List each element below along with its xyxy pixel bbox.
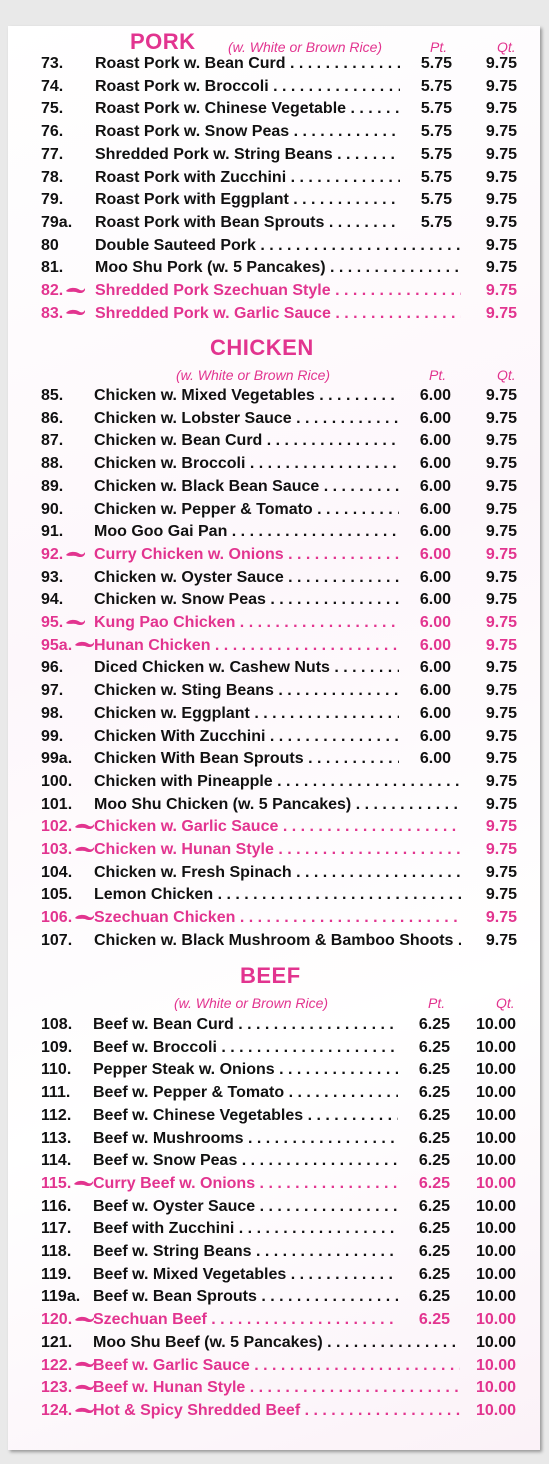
item-number: 98. xyxy=(41,704,64,722)
hot-pepper-icon xyxy=(73,913,95,923)
quart-price: 9.75 xyxy=(485,145,517,163)
menu-item-row[interactable] xyxy=(8,1243,540,1265)
pint-price: 6.00 xyxy=(419,704,451,722)
item-name: Chicken w. Black Mushroom & Bamboo Shoots . . . xyxy=(94,932,461,950)
quart-price: 9.75 xyxy=(485,636,517,654)
item-name: Roast Pork w. Bean Curd . . . xyxy=(95,55,400,73)
menu-item-row[interactable] xyxy=(8,1220,540,1242)
item-name: Beef w. Mushrooms . . . xyxy=(93,1130,398,1148)
menu-item-row[interactable] xyxy=(8,1334,540,1356)
pint-column-label: Pt. xyxy=(428,995,446,1011)
quart-column-label: Qt. xyxy=(497,39,516,55)
pint-price: 6.00 xyxy=(419,545,451,563)
item-number: 101. xyxy=(41,795,73,813)
section-title: CHICKEN xyxy=(210,335,314,360)
pint-price: 6.25 xyxy=(418,1152,450,1170)
quart-price: 9.75 xyxy=(485,455,517,473)
quart-price: 9.75 xyxy=(485,259,517,277)
quart-price: 10.00 xyxy=(475,1288,516,1306)
pint-price: 6.00 xyxy=(419,636,451,654)
quart-price: 9.75 xyxy=(485,123,517,141)
quart-price: 9.75 xyxy=(485,545,517,563)
item-name: Chicken w. Bean Curd . . . xyxy=(94,432,399,450)
item-name: Beef w. Bean Curd . . . xyxy=(93,1016,398,1034)
quart-price: 10.00 xyxy=(475,1379,516,1397)
section-title: PORK xyxy=(130,29,196,54)
item-number: 93. xyxy=(41,568,64,586)
quart-price: 9.75 xyxy=(485,409,517,427)
quart-price: 10.00 xyxy=(475,1152,516,1170)
item-name: Chicken w. Eggplant . . . xyxy=(94,705,399,723)
quart-price: 10.00 xyxy=(475,1243,516,1260)
item-number: 79. xyxy=(41,191,64,209)
pint-price: 6.00 xyxy=(419,682,451,700)
hot-pepper-icon xyxy=(73,1406,95,1416)
pint-column-label: Pt. xyxy=(429,367,447,383)
pint-price: 6.25 xyxy=(418,1061,450,1079)
item-number: 119. xyxy=(41,1265,72,1283)
hot-pepper-icon xyxy=(73,822,95,832)
section-subtitle: (w. White or Brown Rice) xyxy=(176,367,331,383)
pint-price: 6.00 xyxy=(419,614,451,631)
item-name: Chicken w. Hunan Style . . . xyxy=(94,841,461,859)
menu-item-row[interactable] xyxy=(8,773,540,795)
item-number: 86. xyxy=(41,409,64,427)
pint-price: 5.75 xyxy=(420,213,452,231)
menu-item-row[interactable] xyxy=(8,546,540,568)
menu-item-row[interactable] xyxy=(8,214,540,236)
pint-price: 6.00 xyxy=(419,568,451,586)
quart-price: 10.00 xyxy=(475,1197,516,1215)
item-name: Moo Goo Gai Pan . . . xyxy=(94,523,399,541)
menu-item-row[interactable] xyxy=(8,614,540,636)
quart-price: 9.75 xyxy=(485,704,517,722)
menu-item-row[interactable] xyxy=(8,100,540,122)
item-number: 122. xyxy=(41,1357,95,1375)
pint-price: 6.25 xyxy=(418,1038,450,1056)
pint-price: 6.00 xyxy=(419,409,451,427)
quart-price: 9.75 xyxy=(485,886,517,904)
menu-item-row[interactable] xyxy=(8,705,540,727)
item-number: 95a. xyxy=(41,637,95,655)
item-name: Roast Pork with Eggplant . . . xyxy=(95,191,400,209)
quart-price: 9.75 xyxy=(485,818,517,836)
item-name: Beef w. Garlic Sauce . . . xyxy=(93,1357,460,1375)
quart-price: 9.75 xyxy=(485,523,517,541)
item-name: Chicken w. Black Bean Sauce . . . xyxy=(94,478,399,496)
item-number: 105. xyxy=(41,886,73,904)
pint-price: 5.75 xyxy=(420,55,452,72)
quart-column-label: Qt. xyxy=(497,367,516,383)
item-name: Beef w. Hunan Style . . . xyxy=(93,1379,460,1397)
menu-item-row[interactable] xyxy=(8,501,540,523)
quart-price: 9.75 xyxy=(485,863,517,881)
item-number: 99. xyxy=(41,727,64,745)
menu-item-row[interactable] xyxy=(8,237,540,259)
pint-price: 5.75 xyxy=(420,191,452,209)
menu-item-row[interactable] xyxy=(8,432,540,454)
item-number: 90. xyxy=(41,500,64,518)
menu-item-row[interactable] xyxy=(8,1266,540,1288)
quart-price: 9.75 xyxy=(485,236,517,254)
item-number: 94. xyxy=(41,591,64,609)
hot-pepper-icon xyxy=(64,618,86,628)
item-number: 92. xyxy=(41,546,86,564)
pint-price: 6.00 xyxy=(419,477,451,495)
item-number: 102. xyxy=(41,818,95,836)
item-name: Hunan Chicken . . . xyxy=(94,637,399,655)
pint-price: 6.00 xyxy=(419,387,451,404)
hot-pepper-icon xyxy=(64,308,86,318)
menu-item-row[interactable] xyxy=(8,455,540,477)
quart-price: 9.75 xyxy=(485,841,517,858)
menu-item-row[interactable] xyxy=(8,478,540,500)
menu-item-row[interactable] xyxy=(8,305,540,327)
item-number: 121. xyxy=(41,1333,73,1351)
menu-item-row[interactable] xyxy=(8,123,540,145)
hot-pepper-icon xyxy=(64,550,86,560)
item-name: Double Sauteed Pork . . . xyxy=(95,237,461,255)
item-name: Shredded Pork Szechuan Style . . . xyxy=(95,282,461,300)
menu-item-row[interactable] xyxy=(8,282,540,304)
item-name: Beef w. Broccoli . . . xyxy=(93,1039,398,1057)
quart-price: 9.75 xyxy=(485,477,517,495)
menu-item-row[interactable] xyxy=(8,1311,540,1333)
item-name: Chicken w. Garlic Sauce . . . xyxy=(94,818,461,836)
pint-price: 6.00 xyxy=(419,750,451,768)
menu-item-row[interactable] xyxy=(8,682,540,704)
quart-price: 10.00 xyxy=(475,1129,516,1147)
item-number: 100. xyxy=(41,772,73,790)
hot-pepper-icon xyxy=(64,286,86,296)
item-name: Chicken w. Broccoli . . . xyxy=(94,455,399,473)
item-name: Szechuan Chicken . . . xyxy=(94,909,461,927)
item-number: 116. xyxy=(41,1197,72,1215)
menu-item-row[interactable] xyxy=(8,1107,540,1129)
pint-price: 6.00 xyxy=(419,500,451,518)
item-name: Beef w. Snow Peas . . . xyxy=(93,1152,398,1170)
menu-item-row[interactable] xyxy=(8,728,540,750)
menu-item-row[interactable] xyxy=(8,1175,540,1197)
quart-price: 9.75 xyxy=(485,772,517,790)
item-number: 80 xyxy=(41,236,59,254)
item-name: Chicken w. Mixed Vegetables . . . xyxy=(94,387,399,405)
menu-item-row[interactable] xyxy=(8,818,540,840)
menu-item-row[interactable] xyxy=(8,259,540,281)
item-name: Roast Pork w. Chinese Vegetable . . . xyxy=(95,100,400,118)
item-name: Moo Shu Beef (w. 5 Pancakes) . . . xyxy=(93,1334,460,1352)
section-subtitle: (w. White or Brown Rice) xyxy=(228,39,383,55)
quart-price: 9.75 xyxy=(485,659,517,677)
item-number: 108. xyxy=(41,1016,73,1033)
item-number: 124. xyxy=(41,1402,95,1420)
hot-pepper-icon xyxy=(73,1315,95,1325)
item-name: Beef w. Pepper & Tomato . . . xyxy=(93,1084,398,1102)
menu-item-row[interactable] xyxy=(8,1357,540,1379)
pint-price: 6.25 xyxy=(418,1084,450,1102)
quart-price: 9.75 xyxy=(485,282,517,299)
menu-item-row[interactable] xyxy=(8,55,540,77)
item-name: Beef w. Mixed Vegetables . . . xyxy=(93,1266,398,1284)
pint-price: 5.75 xyxy=(420,100,452,118)
pint-price: 6.25 xyxy=(418,1129,450,1147)
quart-price: 9.75 xyxy=(485,100,517,118)
pint-price: 5.75 xyxy=(420,123,452,141)
quart-price: 9.75 xyxy=(485,614,517,631)
section-subtitle: (w. White or Brown Rice) xyxy=(174,995,329,1011)
item-name: Chicken With Bean Sprouts . . . xyxy=(94,750,399,768)
menu-item-row[interactable] xyxy=(8,410,540,432)
item-number: 110. xyxy=(41,1061,72,1079)
item-number: 82. xyxy=(41,282,86,300)
quart-price: 9.75 xyxy=(485,727,517,745)
quart-price: 9.75 xyxy=(485,387,517,404)
item-number: 112. xyxy=(41,1106,72,1124)
item-name: Chicken w. Pepper & Tomato . . . xyxy=(94,501,399,519)
quart-price: 9.75 xyxy=(485,432,517,450)
item-name: Beef w. Chinese Vegetables . . . xyxy=(93,1107,398,1125)
menu-item-row[interactable] xyxy=(8,1061,540,1083)
pint-price: 6.25 xyxy=(418,1311,450,1329)
pint-price: 6.25 xyxy=(418,1220,450,1238)
item-number: 109. xyxy=(41,1038,73,1056)
menu-item-row[interactable] xyxy=(8,1402,540,1424)
item-number: 103. xyxy=(41,841,95,859)
item-number: 107. xyxy=(41,931,73,949)
menu-item-row[interactable] xyxy=(8,1084,540,1106)
quart-price: 9.75 xyxy=(485,213,517,231)
item-number: 74. xyxy=(41,77,64,95)
quart-price: 9.75 xyxy=(485,591,517,609)
hot-pepper-icon xyxy=(73,1360,95,1370)
item-number: 99a. xyxy=(41,750,73,768)
item-number: 119a. xyxy=(41,1288,81,1306)
item-name: Diced Chicken w. Cashew Nuts . . . xyxy=(94,659,399,677)
pint-price: 6.00 xyxy=(419,432,451,450)
item-name: Curry Chicken w. Onions . . . xyxy=(94,546,399,564)
item-name: Chicken w. Oyster Sauce . . . xyxy=(94,569,399,587)
menu-item-row[interactable] xyxy=(8,637,540,659)
menu-item-row[interactable] xyxy=(8,78,540,100)
item-name: Beef with Zucchini . . . xyxy=(93,1220,398,1238)
pint-price: 5.75 xyxy=(420,145,452,163)
pint-price: 6.25 xyxy=(418,1243,450,1260)
pint-price: 6.25 xyxy=(418,1174,450,1192)
menu-item-row[interactable] xyxy=(8,1288,540,1310)
item-number: 111. xyxy=(41,1084,71,1102)
item-number: 89. xyxy=(41,477,64,495)
quart-price: 10.00 xyxy=(475,1174,516,1192)
quart-price: 9.75 xyxy=(485,931,517,949)
quart-price: 9.75 xyxy=(485,750,517,768)
item-number: 91. xyxy=(41,523,64,541)
item-number: 113. xyxy=(41,1129,72,1147)
pint-price: 6.00 xyxy=(419,727,451,745)
item-number: 104. xyxy=(41,863,73,881)
section-header-beef xyxy=(8,963,540,1011)
item-name: Moo Shu Pork (w. 5 Pancakes) . . . xyxy=(95,259,461,277)
menu-item-row[interactable] xyxy=(8,932,540,954)
item-number: 83. xyxy=(41,305,86,323)
hot-pepper-icon xyxy=(72,1179,94,1189)
pint-price: 6.25 xyxy=(418,1197,450,1215)
quart-price: 9.75 xyxy=(485,568,517,586)
menu-item-row[interactable] xyxy=(8,1152,540,1174)
item-number: 123. xyxy=(41,1379,95,1397)
quart-price: 10.00 xyxy=(475,1106,516,1124)
menu-item-row[interactable] xyxy=(8,659,540,681)
quart-price: 10.00 xyxy=(475,1333,516,1351)
item-name: Roast Pork with Zucchini . . . xyxy=(95,169,400,187)
pint-column-label: Pt. xyxy=(430,39,448,55)
quart-price: 10.00 xyxy=(475,1061,516,1079)
item-number: 75. xyxy=(41,100,64,118)
quart-price: 10.00 xyxy=(475,1220,516,1238)
item-name: Moo Shu Chicken (w. 5 Pancakes) . . . xyxy=(94,796,461,814)
item-number: 79a. xyxy=(41,213,73,231)
hot-pepper-icon xyxy=(73,1383,95,1393)
quart-price: 10.00 xyxy=(475,1311,516,1329)
quart-price: 9.75 xyxy=(485,191,517,209)
menu-item-row[interactable] xyxy=(8,191,540,213)
hot-pepper-icon xyxy=(73,845,95,855)
quart-price: 10.00 xyxy=(475,1038,516,1056)
quart-price: 9.75 xyxy=(485,500,517,518)
pint-price: 6.25 xyxy=(418,1265,450,1283)
item-name: Beef w. Oyster Sauce . . . xyxy=(93,1198,398,1216)
menu-item-row[interactable] xyxy=(8,1039,540,1061)
item-number: 118. xyxy=(41,1243,72,1260)
menu-item-row[interactable] xyxy=(8,1198,540,1220)
item-name: Szechuan Beef . . . xyxy=(93,1311,398,1329)
item-name: Beef w. Bean Sprouts . . . xyxy=(93,1288,398,1306)
quart-price: 9.75 xyxy=(485,168,517,186)
menu-item-row[interactable] xyxy=(8,886,540,908)
quart-price: 10.00 xyxy=(475,1356,516,1374)
pint-price: 6.25 xyxy=(418,1016,450,1033)
item-number: 120. xyxy=(41,1311,95,1329)
menu-item-row[interactable] xyxy=(8,146,540,168)
menu-item-row[interactable] xyxy=(8,909,540,931)
menu-item-row[interactable] xyxy=(8,523,540,545)
menu-item-row[interactable] xyxy=(8,796,540,818)
item-number: 88. xyxy=(41,455,64,473)
section-title: BEEF xyxy=(240,963,301,988)
menu-item-row[interactable] xyxy=(8,1379,540,1401)
menu-page xyxy=(8,26,540,1450)
quart-price: 9.75 xyxy=(485,795,517,813)
item-name: Chicken With Zucchini . . . xyxy=(94,728,399,746)
item-name: Lemon Chicken . . . xyxy=(94,886,461,904)
section-header-chicken xyxy=(8,335,540,383)
item-number: 117. xyxy=(41,1220,72,1238)
item-name: Curry Beef w. Onions . . . xyxy=(93,1175,398,1193)
quart-price: 9.75 xyxy=(485,55,517,72)
quart-price: 9.75 xyxy=(485,682,517,700)
item-name: Beef w. String Beans . . . xyxy=(93,1243,398,1261)
quart-price: 9.75 xyxy=(485,77,517,95)
menu-item-row[interactable] xyxy=(8,750,540,772)
item-number: 85. xyxy=(41,387,64,404)
menu-item-row[interactable] xyxy=(8,591,540,613)
item-number: 114. xyxy=(41,1152,72,1170)
quart-price: 10.00 xyxy=(475,1016,516,1033)
item-number: 97. xyxy=(41,682,64,700)
item-number: 73. xyxy=(41,55,64,72)
item-name: Hot & Spicy Shredded Beef . . . xyxy=(93,1402,460,1420)
item-name: Kung Pao Chicken . . . xyxy=(94,614,399,632)
pint-price: 5.75 xyxy=(420,77,452,95)
item-number: 115. xyxy=(41,1175,94,1193)
menu-item-row[interactable] xyxy=(8,569,540,591)
item-number: 106. xyxy=(41,909,95,927)
pint-price: 6.25 xyxy=(418,1106,450,1124)
menu-item-row[interactable] xyxy=(8,841,540,863)
pint-price: 6.00 xyxy=(419,455,451,473)
item-name: Roast Pork with Bean Sprouts . . . xyxy=(95,214,400,232)
item-number: 95. xyxy=(41,614,86,632)
menu-item-row[interactable] xyxy=(8,1016,540,1038)
item-name: Chicken w. Snow Peas . . . xyxy=(94,591,399,609)
item-name: Roast Pork w. Broccoli . . . xyxy=(95,78,400,96)
menu-item-row[interactable] xyxy=(8,1130,540,1152)
item-name: Shredded Pork w. String Beans . . . xyxy=(95,146,400,164)
pint-price: 6.00 xyxy=(419,659,451,677)
quart-price: 10.00 xyxy=(475,1265,516,1283)
item-number: 87. xyxy=(41,432,64,450)
item-number: 96. xyxy=(41,659,64,677)
item-name: Shredded Pork w. Garlic Sauce . . . xyxy=(95,305,461,323)
quart-column-label: Qt. xyxy=(496,995,515,1011)
quart-price: 9.75 xyxy=(485,909,517,927)
pint-price: 5.75 xyxy=(420,168,452,186)
item-name: Chicken w. Fresh Spinach . . . xyxy=(94,864,461,882)
item-name: Pepper Steak w. Onions . . . xyxy=(93,1061,398,1079)
section-header-pork xyxy=(8,29,540,55)
pint-price: 6.25 xyxy=(418,1288,450,1306)
pint-price: 6.00 xyxy=(419,523,451,541)
pint-price: 6.00 xyxy=(419,591,451,609)
quart-price: 10.00 xyxy=(475,1401,516,1419)
menu-item-row[interactable] xyxy=(8,387,540,409)
quart-price: 9.75 xyxy=(485,304,517,322)
item-number: 78. xyxy=(41,168,64,186)
item-name: Chicken with Pineapple . . . xyxy=(94,773,461,791)
menu-item-row[interactable] xyxy=(8,169,540,191)
item-number: 81. xyxy=(41,259,64,277)
item-number: 77. xyxy=(41,145,64,163)
item-name: Roast Pork w. Snow Peas . . . xyxy=(95,123,400,141)
item-name: Chicken w. Lobster Sauce . . . xyxy=(94,410,399,428)
menu-item-row[interactable] xyxy=(8,864,540,886)
hot-pepper-icon xyxy=(73,640,95,650)
quart-price: 10.00 xyxy=(475,1084,516,1102)
item-number: 76. xyxy=(41,123,64,141)
item-name: Chicken w. Sting Beans . . . xyxy=(94,682,399,700)
